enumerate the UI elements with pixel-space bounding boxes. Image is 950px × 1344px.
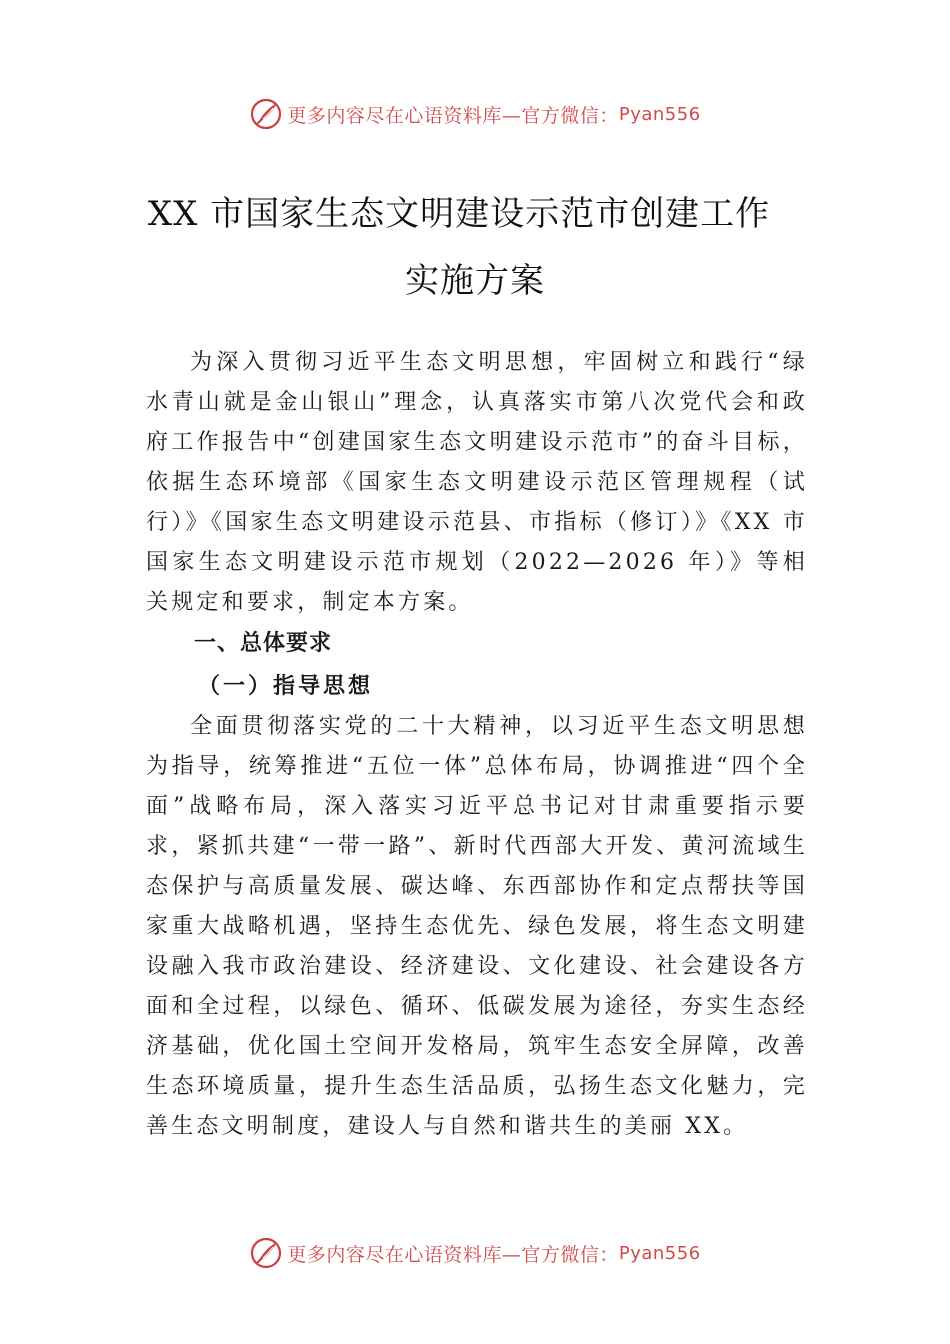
header-banner	[0, 94, 950, 134]
intro-paragraph: 为深入贯彻习近平生态文明思想，牢固树立和践行“绿水青山就是金山银山”理念，认真落实市第八次党代会和政府工作报告中“创建国家生态文明建设示范市”的奋斗目标，依据生态环境部《国家生态文明建设示范区管理规程（试行）》《国家生态文明建设示范县、市指标（修订）》《XX 市国家生态文明建设示范市规划（2022—2026 年）》等相关规定和要求，制定本方案。	[146, 350, 808, 615]
document-title-line1: XX 市国家生态文明建设示范市创建工作	[147, 194, 771, 234]
banner-wechat-id: Pyan556	[618, 1242, 701, 1264]
document-title-line2: 实施方案	[405, 261, 545, 301]
subsection-heading: （一）指导思想	[198, 673, 374, 699]
section-heading: 一、总体要求	[194, 631, 333, 656]
banner-text: 更多内容尽在心语资料库—官方微信：	[287, 104, 619, 127]
feather-quill-logo-icon	[249, 97, 283, 131]
banner-text: 更多内容尽在心语资料库—官方微信：	[287, 1243, 619, 1266]
banner-wechat-id: Pyan556	[618, 103, 701, 125]
feather-quill-logo-icon	[249, 1236, 283, 1270]
subsection-paragraph: 全面贯彻落实党的二十大精神，以习近平生态文明思想为指导，统筹推进“五位一体”总体布局，协调推进“四个全面”战略布局，深入落实习近平总书记对甘肃重要指示要求，紧抓共建“一带一路”、新时代西部大开发、黄河流域生态保护与高质量发展、碳达峰、东西部协作和定点帮扶等国家重大战略机遇，坚持生态优先、绿色发展，将生态文明建设融入我市政治建设、经济建设、文化建设、社会建设各方面和全过程，以绿色、循环、低碳发展为途径，夯实生态经济基础，优化国土空间开发格局，筑牢生态安全屏障，改善生态环境质量，提升生态生活品质，弘扬生态文化魅力，完善生态文明制度，建设人与自然和谐共生的美丽 XX。	[146, 714, 808, 1139]
footer-banner	[0, 1233, 950, 1273]
document-body	[146, 343, 808, 1147]
